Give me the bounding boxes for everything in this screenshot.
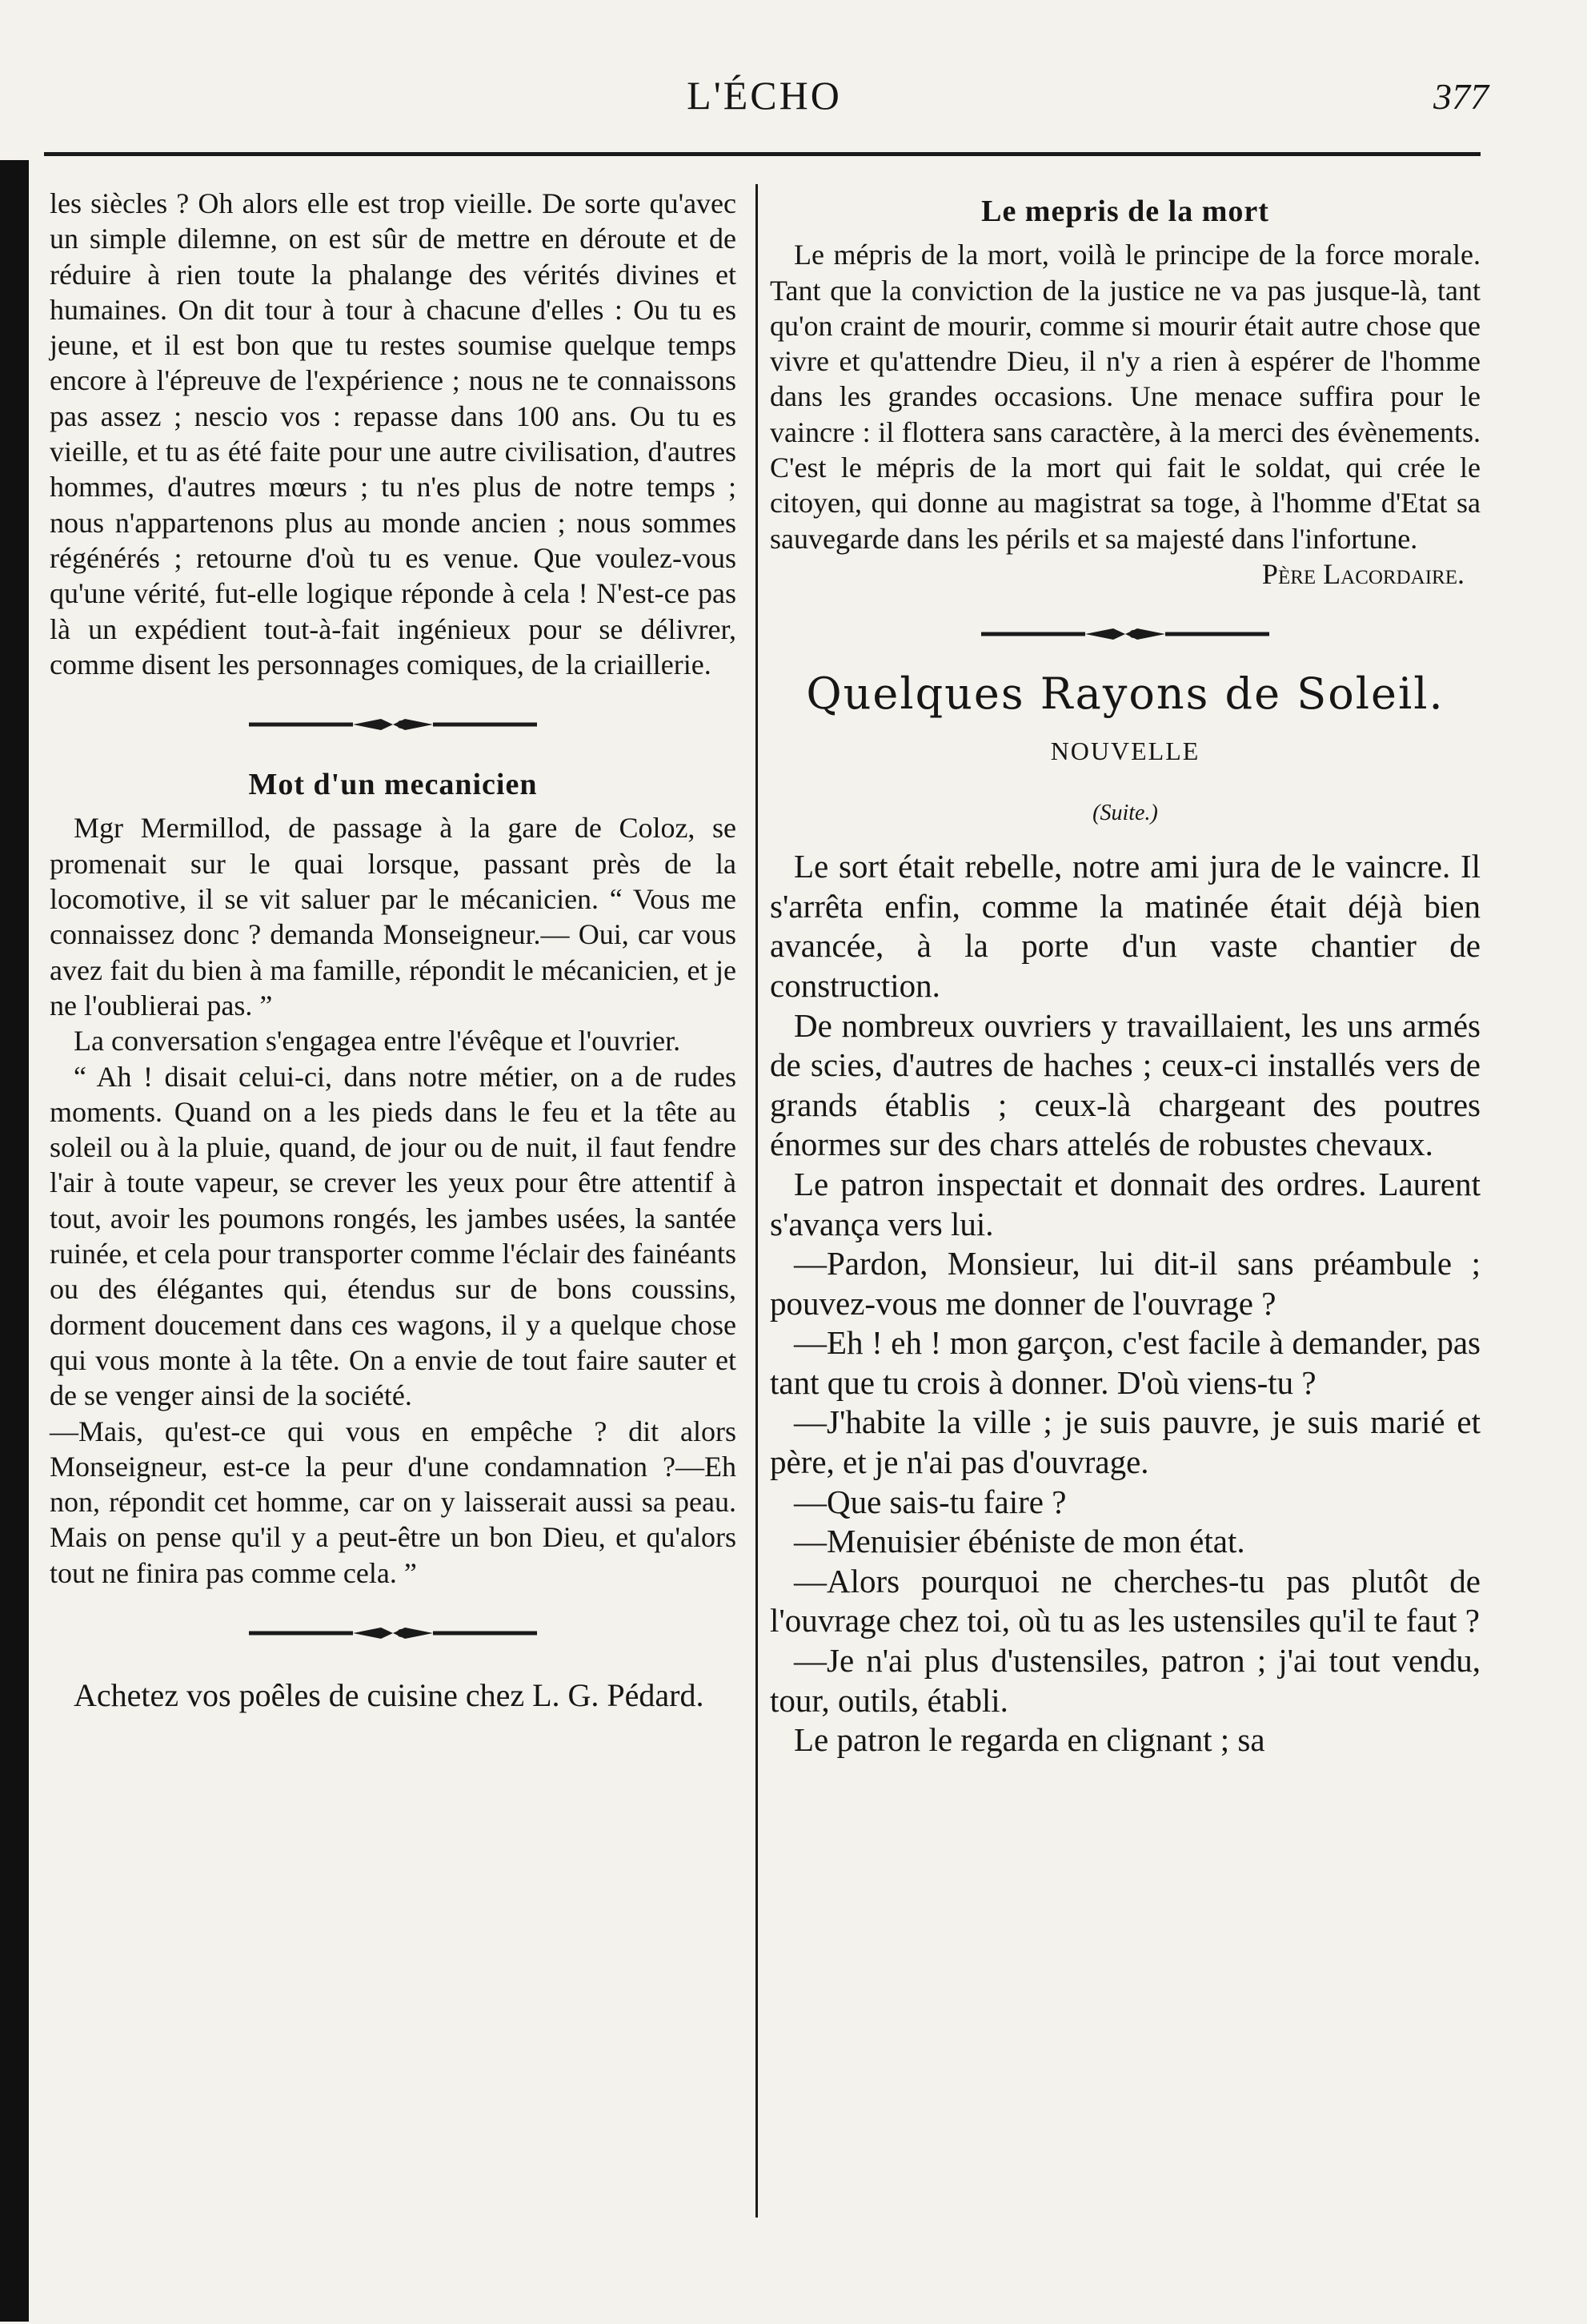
story-subtitle: NOUVELLE — [1050, 736, 1200, 765]
story-paragraph: —Alors pourquoi ne cherches-tu pas plutôt de l'ouvrage chez toi, où tu as les ustensiles qu'il te faut ? — [770, 1562, 1481, 1640]
left-column — [50, 186, 736, 1716]
story-note: (Suite.) — [1092, 800, 1158, 825]
story-body — [770, 847, 1481, 1760]
paragraph: “ Ah ! disait celui-ci, dans notre métier, on a de rudes moments. Quand on a les pieds dans le feu et la tête au soleil ou à la pluie, quand, de jour ou de nuit, il faut fendre l'air à toute vapeur, se crever les yeux pour être attentif à tout, avoir les poumons rongés, les jambes usées, la santée ruinée, et cela pour transporter comme l'éclair des fainéants ou des élégantes qui, étendus sur de bons coussins, dorment doucement dans ces wagons, il y a quelque chose qui vous monte à la tête. On a envie de tout faire sauter et de se venger ainsi de la société. — [50, 1060, 736, 1412]
paragraph: La conversation s'engagea entre l'évêque et l'ouvrier. — [74, 1025, 681, 1058]
section-title-mepris: Le mepris de la mort — [981, 195, 1269, 228]
advertisement: Achetez vos poêles de cuisine chez L. G. Pédard. — [74, 1676, 704, 1713]
page-number: 377 — [1433, 76, 1489, 117]
running-title: L'ÉCHO — [687, 73, 842, 118]
story-paragraph: —Menuisier ébéniste de mon état. — [794, 1523, 1245, 1560]
paragraph: —Mais, qu'est-ce qui vous en empêche ? dit alors Monseigneur, est-ce la peur d'une condamnation ?—Eh non, répondit cet homme, car on y laisserait aussi sa peau. Mais on pense qu'il y a peut-être un bon Dieu, et qu'alors tout ne finira pas comme cela. ” — [50, 1415, 736, 1589]
quote-text: Le mépris de la mort, voilà le principe de la force morale. Tant que la conviction de la justice ne va pas jusque-là, tant qu'on craint de mourir, comme si mourir était autre chose que vivre et qu'attendre Dieu, il n'y a rien à espérer de l'homme dans les grandes occasions. Une menace suffira pour le vaincre : il flottera sans caractère, à la merci des évènements. C'est le mépris de la mort qui fait le soldat, qui crée le citoyen, qui donne au magistrat sa toge, à l'homme d'Etat sa sauvegarde dans les périls et sa majesté dans l'infortune. — [770, 239, 1481, 555]
story-paragraph: —Pardon, Monsieur, lui dit-il sans préambule ; pouvez-vous me donner de l'ouvrage ? — [770, 1245, 1481, 1322]
header-rule — [44, 152, 1481, 156]
ornament-divider-icon — [249, 1623, 537, 1644]
continued-text: les siècles ? Oh alors elle est trop vieille. De sorte qu'avec un simple dilemne, on est sûr de mettre en déroute et de réduire à rien toute la phalange des vérités divines et humaines. On dit tour à tour à chacune d'elles : Ou tu es jeune, et il est bon que tu restes soumise quelque temps encore à l'épreuve de l'expérience ; nous ne te connaissons pas assez ; nescio vos : repasse dans 100 ans. Ou tu es vieille, et tu as été faite pour une autre civilisation, d'autres hommes, d'autres mœurs ; tu n'es plus de notre temps ; nous n'appartenons plus au monde ancien ; nous sommes régénérés ; retourne d'où tu es venue. Que voulez-vous qu'une vérité, fut-elle logique réponde à cela ! N'est-ce pas là un expédient tout-à-fait ingénieux pour se délivrer, comme disent les personnages comiques, de la criaillerie. — [50, 187, 736, 680]
story-paragraph: —Je n'ai plus d'ustensiles, patron ; j'ai tout vendu, tour, outils, établi. — [770, 1642, 1481, 1719]
column-divider — [755, 184, 758, 2218]
paragraph: Mgr Mermillod, de passage à la gare de Coloz, se promenait sur le quai lorsque, passant près de la locomotive, il se vit saluer par le mécanicien. “ Vous me connaissez donc ? demanda Monseigneur.— Oui, car vous avez fait du bien à ma famille, répondit le mécanicien, et je ne l'oublierai pas. ” — [50, 812, 736, 1022]
signature: Père Lacordaire. — [1261, 557, 1465, 590]
ornament-divider-icon — [249, 714, 537, 735]
story-paragraph: Le patron le regarda en clignant ; sa — [794, 1721, 1265, 1759]
story-paragraph: —J'habite la ville ; je suis pauvre, je suis marié et père, et je n'ai pas d'ouvrage. — [770, 1403, 1481, 1481]
page-header — [48, 72, 1489, 136]
book-binding-edge — [0, 160, 29, 2322]
story-paragraph: —Que sais-tu faire ? — [794, 1483, 1067, 1520]
story-title: Quelques Rayons de Soleil. — [806, 668, 1445, 720]
story-paragraph: Le sort était rebelle, notre ami jura de le vaincre. Il s'arrêta enfin, comme la matinée était déjà bien avancée, à la porte d'un vaste chantier de construction. — [770, 848, 1481, 1004]
ornament-divider-icon — [981, 624, 1269, 644]
story-paragraph: —Eh ! eh ! mon garçon, c'est facile à demander, pas tant que tu crois à donner. D'où viens-tu ? — [770, 1324, 1481, 1401]
story-paragraph: De nombreux ouvriers y travaillaient, les uns armés de scies, d'autres de haches ; ceux-ci installés vers de grands établis ; ceux-là chargeant des poutres énormes sur des chars attelés de robustes chevaux. — [770, 1006, 1481, 1163]
section-title-mecanicien: Mot d'un mecanicien — [248, 768, 538, 802]
story-paragraph: Le patron inspectait et donnait des ordres. Laurent s'avança vers lui. — [770, 1165, 1481, 1242]
right-column — [770, 186, 1481, 1760]
